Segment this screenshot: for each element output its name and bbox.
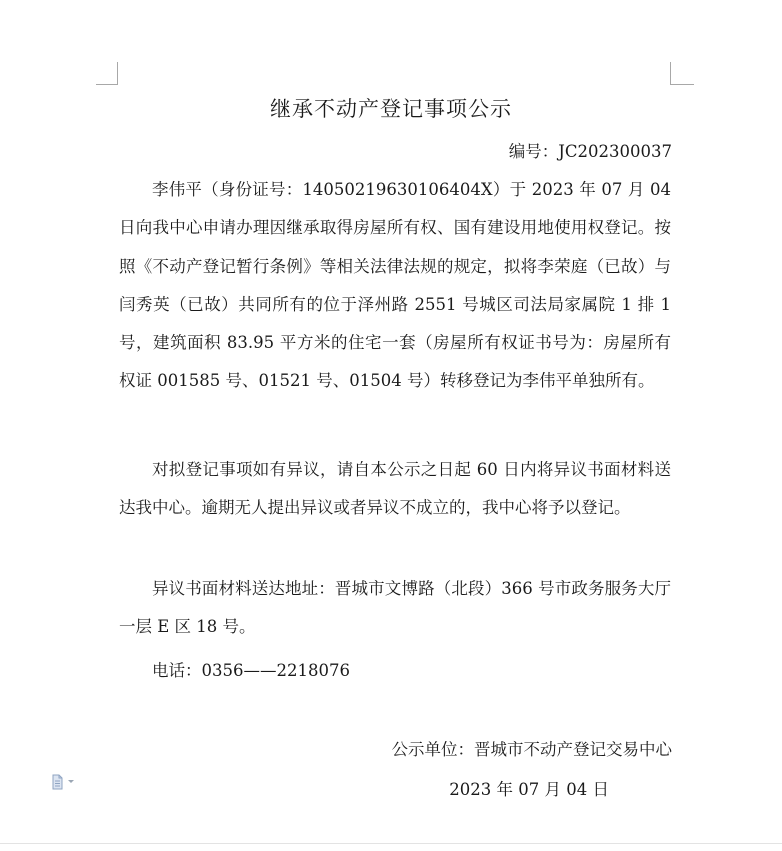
signature-unit: 公示单位：晋城市不动产登记交易中心 — [391, 740, 672, 759]
body-paragraph-address: 异议书面材料送达地址：晋城市文博路（北段）366 号市政务服务大厅一层 E 区 18 号。 — [119, 579, 671, 637]
paste-options-button[interactable] — [50, 774, 78, 792]
crop-mark-top-left — [96, 62, 118, 85]
paste-options-icon — [50, 774, 78, 792]
document-number: 编号：JC202300037 — [508, 142, 672, 161]
signature-date: 2023 年 07 月 04 日 — [449, 780, 609, 799]
body-paragraph-objection: 对拟登记事项如有异议，请自本公示之日起 60 日内将异议书面材料送达我中心。逾期无人提出异议或者异议不成立的，我中心将予以登记。 — [119, 460, 671, 518]
contact-phone: 电话：0356——2218076 — [152, 661, 350, 680]
page-bottom-divider — [0, 843, 782, 844]
crop-mark-top-right — [670, 62, 694, 85]
document-title: 继承不动产登记事项公示 — [270, 97, 512, 121]
body-paragraph-application: 李伟平（身份证号：14050219630106404X）于 2023 年 07 月 04 日向我中心申请办理因继承取得房屋所有权、国有建设用地使用权登记。按照《不动产登记暂行条例》等相关法律法规的规定，拟将李荣庭（已故）与闫秀英（已故）共同所有的位于泽州路 2551 号城区司法局家属院 1 排 1 号，建筑面积 83.95 平方米的住宅一套（房屋所有权证书号为：房屋所有权证 001585 号、01521 号、01504 号）转移登记为李伟平单独所有。 — [119, 180, 671, 391]
chevron-down-icon — [68, 780, 74, 783]
